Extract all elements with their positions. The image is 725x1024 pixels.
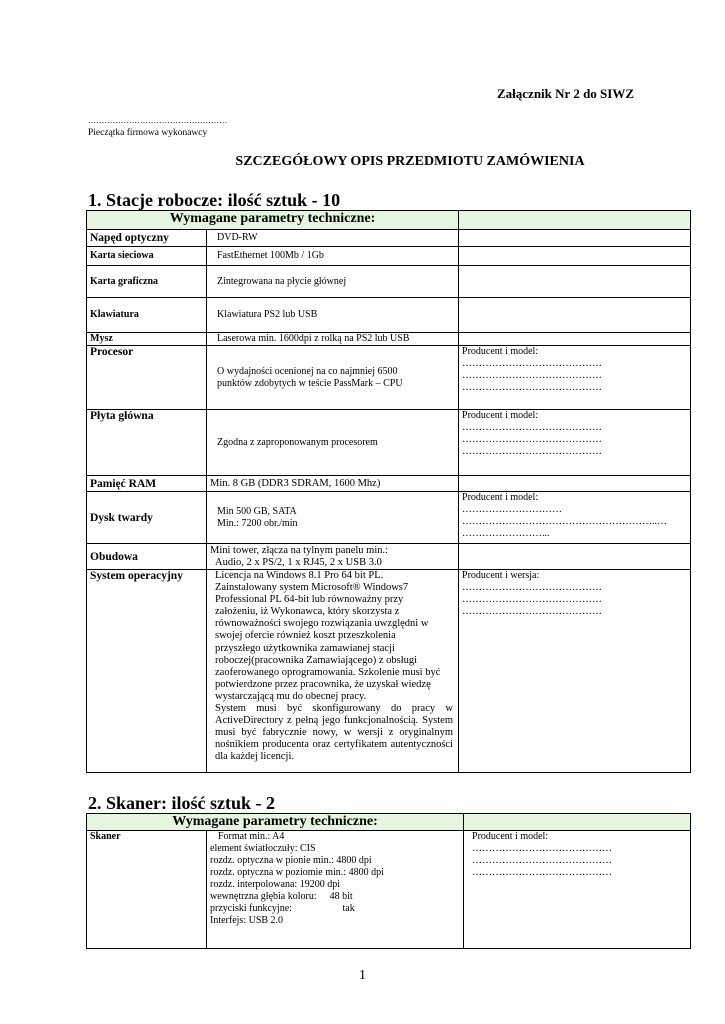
scanner-spec-table [86, 813, 691, 949]
os-line: roboczej(pracownika Zamawiającego) z obsługi [215, 654, 418, 666]
table-row [87, 346, 691, 410]
stamp-dots: …………………………………………… [88, 116, 228, 125]
row-value: Zgodna z zaproponowanym procesorem [207, 410, 459, 476]
row-value: FastEthernet 100Mb / 1Gb [207, 247, 459, 266]
table-row [87, 831, 691, 949]
table-row [87, 492, 691, 544]
fill-dots: …………………………………… [462, 422, 603, 433]
row-label: Dysk twardy [87, 492, 207, 544]
scanner-buttons-label: przyciski funkcyjne: [210, 903, 292, 914]
row-extra [459, 247, 691, 266]
fill-dots: …………………………………… [462, 582, 603, 593]
stamp-label: Pieczątka firmowa wykonawcy [88, 128, 208, 138]
table-header: Wymagane parametry techniczne: [87, 211, 459, 230]
row-value: Klawiatura PS2 lub USB [207, 298, 459, 333]
producer-cell [464, 831, 691, 949]
producer-cell [459, 346, 691, 410]
row-extra [459, 266, 691, 298]
row-label: Mysz [87, 333, 207, 346]
os-line: równoważności swojego rozwiązania uwzględni w [215, 618, 429, 630]
producer-label: Producent i model: [462, 492, 539, 503]
row-value-line: punktów zdobytych w teście PassMark – CPU [217, 377, 403, 389]
section2-title: 2. Skaner: ilość sztuk - 2 [88, 793, 276, 813]
row-extra [459, 333, 691, 346]
os-line: założeniu, iż Wykonawca, który skorzysta z [215, 606, 400, 618]
producer-cell [459, 492, 691, 544]
table-row [87, 333, 691, 346]
scanner-color-value: 48 bit [329, 891, 353, 902]
os-line: zaoferowanego oprogramowania. Szkolenie musi być [215, 666, 441, 678]
producer-label: Producent i model: [472, 831, 549, 842]
os-line: wystarczającą mu do obecnej pracy. [215, 690, 367, 702]
fill-dots: …………………………………… [462, 606, 603, 617]
table-row [87, 247, 691, 266]
scanner-line [210, 891, 460, 903]
row-value: Zintegrowana na płycie głównej [207, 266, 459, 298]
table-row [87, 476, 691, 492]
table-header-empty [464, 814, 691, 831]
scanner-line: rozdz. optyczna w pionie min.: 4800 dpi [210, 855, 372, 866]
row-label: Karta sieciowa [87, 247, 207, 266]
workstation-spec-table [86, 210, 691, 773]
row-label: Płyta główna [87, 410, 207, 476]
fill-dots: …………………………………… [462, 370, 603, 381]
table-row [87, 544, 691, 570]
row-value-line: Audio, 2 x PS/2, 1 x RJ45, 2 x USB 3.0 [215, 556, 382, 568]
table-row [87, 266, 691, 298]
section1-title: 1. Stacje robocze: ilość sztuk - 10 [88, 190, 341, 210]
table-header: Wymagane parametry techniczne: [87, 814, 464, 831]
fill-dots: …………………………………………………..… [462, 516, 668, 527]
row-label: System operacyjny [87, 570, 207, 773]
table-row [87, 570, 691, 773]
attachment-label: Załącznik Nr 2 do SIWZ [497, 86, 635, 101]
row-extra [459, 298, 691, 333]
scanner-line: rozdz. interpolowana: 19200 dpi [210, 879, 340, 890]
os-line: przyszłego użytkownika zamawianej stacji [215, 642, 395, 654]
table-row [87, 410, 691, 476]
producer-label: Producent i model: [462, 346, 539, 357]
row-value-line: Min 500 GB, SATA [217, 505, 297, 517]
row-value: Min. 8 GB (DDR3 SDRAM, 1600 Mhz) [207, 476, 459, 492]
producer-cell [459, 410, 691, 476]
fill-dots: …………………………………… [462, 594, 603, 605]
scanner-color-label: wewnętrzna głębia koloru: [210, 891, 317, 902]
row-value: DVD-RW [207, 230, 459, 247]
row-label: Klawiatura [87, 298, 207, 333]
page-number: 1 [359, 968, 366, 983]
document-title: SZCZEGÓŁOWY OPIS PRZEDMIOTU ZAMÓWIENIA [235, 154, 585, 169]
fill-dots: ……………………... [462, 528, 550, 539]
fill-dots: …………………………………… [472, 843, 613, 854]
scanner-line: Interfejs: USB 2.0 [210, 915, 284, 926]
row-label: Pamięć RAM [87, 476, 207, 492]
table-row [87, 230, 691, 247]
os-paragraph: System musi być skonfigurowany do pracy w ActiveDirectory z pełną jego funkcjonalnością. System musi być fabrycznie nowy, w wersji z oryginalnym nośnikiem producenta oraz certyfikatem autentyczności dla każdej licencji. [215, 703, 454, 763]
row-label: Karta graficzna [87, 266, 207, 298]
row-value-line: Mini tower, złącza na tylnym panelu min.: [210, 544, 389, 556]
producer-label: Producent i wersja: [462, 570, 540, 581]
scanner-line: Format min.: A4 [218, 831, 285, 842]
row-label: Procesor [87, 346, 207, 410]
os-line: potwierdzone przez pracownika, że uzyskał wiedzę [215, 678, 431, 690]
fill-dots: …………………………………… [472, 855, 613, 866]
producer-label: Producent i model: [462, 410, 539, 421]
row-value-line: Min.: 7200 obr./min [217, 517, 298, 529]
row-extra [459, 230, 691, 247]
producer-cell [459, 570, 691, 773]
fill-dots: …………………………………… [462, 382, 603, 393]
os-line: Licencja na Windows 8.1 Pro 64 bit PL. [215, 570, 384, 581]
row-label: Napęd optyczny [87, 230, 207, 247]
fill-dots: …………………………………… [462, 358, 603, 369]
row-label: Skaner [87, 831, 207, 949]
fill-dots: …………………………………… [462, 434, 603, 445]
fill-dots: …………………………………… [472, 867, 613, 878]
scanner-buttons-value: tak [342, 903, 355, 914]
os-line: Zainstalowany system Microsoft® Windows7 [215, 582, 409, 594]
row-label: Obudowa [87, 544, 207, 570]
scanner-line: rozdz. optyczna w poziomie min.: 4800 dpi [210, 867, 384, 878]
fill-dots: …………………………………… [462, 446, 603, 457]
row-extra [459, 476, 691, 492]
scanner-line [210, 903, 460, 915]
fill-dots: ………………………… [462, 504, 563, 515]
table-header-empty [459, 211, 691, 230]
os-line: Professional PL 64-bit lub równoważny przy [215, 594, 404, 606]
row-extra [459, 544, 691, 570]
row-value: Laserowa min. 1600dpi z rolką na PS2 lub USB [207, 333, 459, 346]
os-line: swojej ofercie również koszt przeszkolenia [215, 630, 396, 642]
scanner-line: element światłoczuły: CIS [210, 843, 316, 854]
row-value-line: O wydajności ocenionej na co najmniej 6500 [217, 365, 398, 377]
table-row [87, 298, 691, 333]
